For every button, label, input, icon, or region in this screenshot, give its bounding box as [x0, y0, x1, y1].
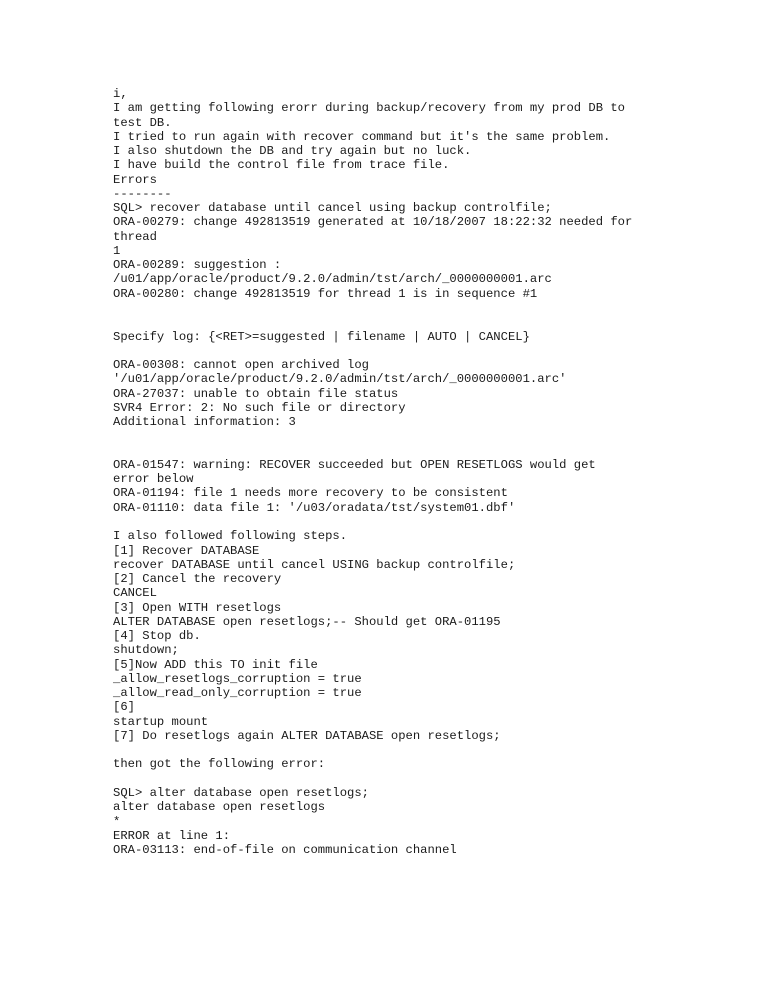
text-line: ORA-00308: cannot open archived log [113, 358, 369, 373]
text-line: error below [113, 472, 194, 487]
text-line: SQL> alter database open resetlogs; [113, 786, 369, 801]
blank-line [113, 444, 753, 458]
text-line: ORA-00280: change 492813519 for thread 1 is in sequence #1 [113, 286, 538, 301]
text-line: ALTER DATABASE open resetlogs;-- Should get ORA-01195 [113, 614, 501, 629]
text-line: ORA-01110: data file 1: '/u03/oradata/tst/system01.dbf' [113, 500, 516, 515]
text-line: ORA-00289: suggestion : [113, 258, 282, 273]
text-line: thread [113, 229, 157, 244]
text-line: alter database open resetlogs [113, 800, 326, 815]
text-line: ORA-01194: file 1 needs more recovery to be consistent [113, 486, 508, 501]
text-line: [6] [113, 700, 135, 715]
text-line: I also shutdown the DB and try again but no luck. [113, 144, 472, 159]
text-line: Specify log: {<RET>=suggested | filename | AUTO | CANCEL} [113, 329, 530, 344]
text-line: -------- [113, 186, 172, 201]
text-line: [4] Stop db. [113, 629, 201, 644]
text-line: then got the following error: [113, 757, 326, 772]
text-line: ORA-00279: change 492813519 generated at 10/18/2007 18:22:32 needed for [113, 215, 633, 230]
text-line: I have build the control file from trace file. [113, 158, 450, 173]
text-line: I also followed following steps. [113, 529, 348, 544]
blank-line [113, 515, 753, 529]
text-line: 1 [113, 243, 121, 258]
text-line: ORA-01547: warning: RECOVER succeeded but OPEN RESETLOGS would get [113, 457, 596, 472]
blank-line [113, 743, 753, 757]
text-line: [7] Do resetlogs again ALTER DATABASE open resetlogs; [113, 728, 501, 743]
text-line: ORA-27037: unable to obtain file status [113, 386, 399, 401]
text-line: _allow_read_only_corruption = true [113, 686, 362, 701]
text-line: * [113, 814, 121, 829]
text-line: ORA-03113: end-of-file on communication channel [113, 843, 457, 858]
blank-line [113, 772, 753, 786]
text-line: I tried to run again with recover command but it's the same problem. [113, 129, 611, 144]
text-line: shutdown; [113, 643, 179, 658]
text-line: [5]Now ADD this TO init file [113, 657, 318, 672]
text-line: [2] Cancel the recovery [113, 572, 282, 587]
text-line: I am getting following erorr during backup/recovery from my prod DB to [113, 101, 625, 116]
text-line: recover DATABASE until cancel USING backup controlfile; [113, 557, 516, 572]
text-line: _allow_resetlogs_corruption = true [113, 671, 362, 686]
text-line: /u01/app/oracle/product/9.2.0/admin/tst/arch/_0000000001.arc [113, 272, 552, 287]
text-line: Additional information: 3 [113, 415, 296, 430]
blank-line [113, 344, 753, 358]
document-page [113, 87, 753, 857]
text-line: SVR4 Error: 2: No such file or directory [113, 400, 406, 415]
text-line: ERROR at line 1: [113, 828, 231, 843]
text-line: i, [113, 87, 128, 101]
blank-line [113, 315, 753, 329]
text-line: startup mount [113, 714, 209, 729]
blank-line [113, 429, 753, 443]
blank-line [113, 301, 753, 315]
text-line: test DB. [113, 115, 172, 130]
text-line: Errors [113, 172, 157, 187]
text-line: SQL> recover database until cancel using backup controlfile; [113, 201, 552, 216]
text-line: '/u01/app/oracle/product/9.2.0/admin/tst/arch/_0000000001.arc' [113, 372, 567, 387]
text-line: [1] Recover DATABASE [113, 543, 260, 558]
text-line: CANCEL [113, 586, 157, 601]
text-line: [3] Open WITH resetlogs [113, 600, 282, 615]
